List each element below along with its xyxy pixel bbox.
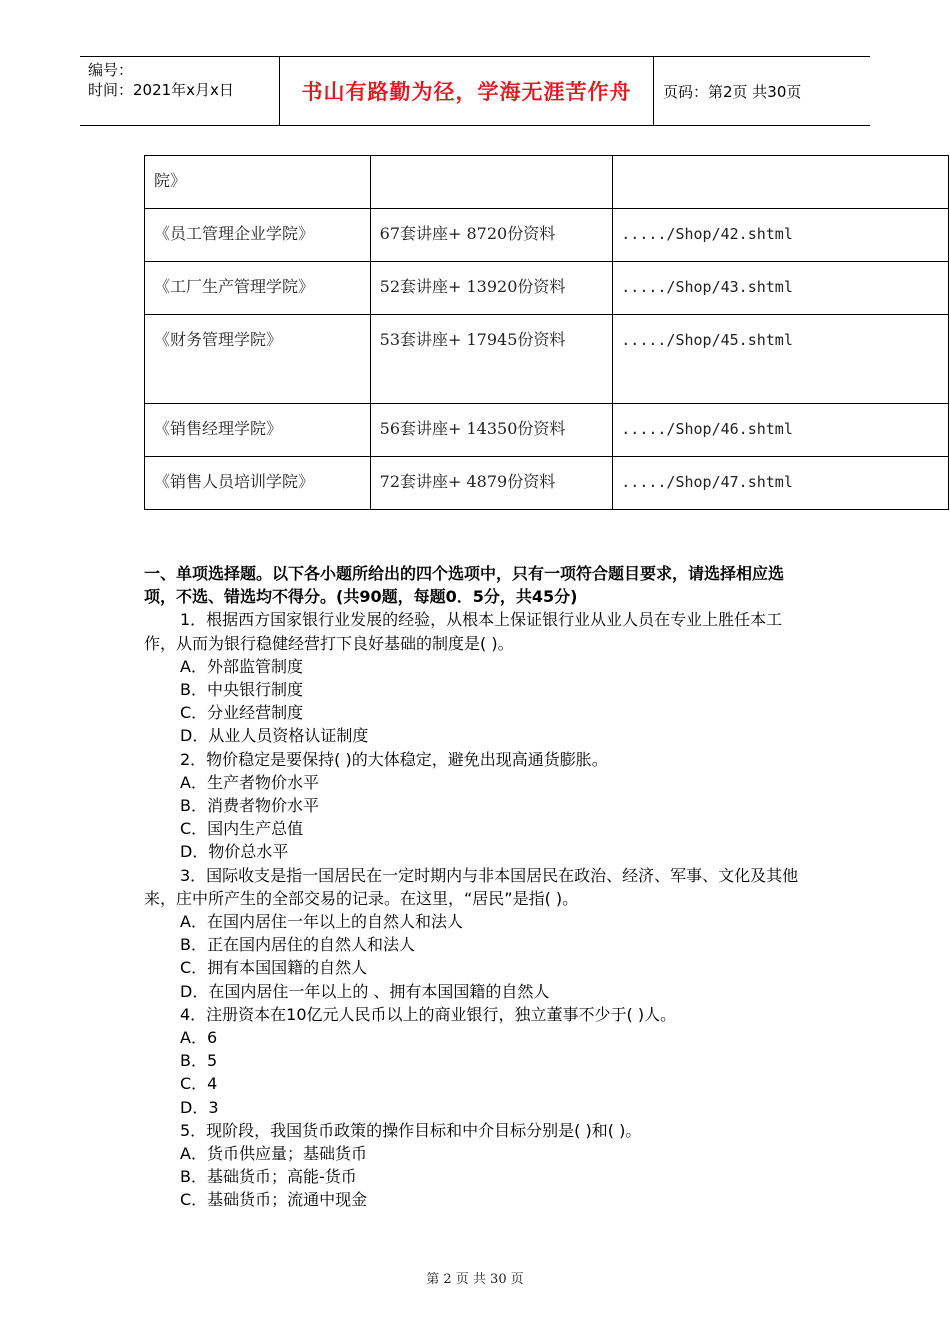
question-stem: 1．根据西方国家银行业发展的经验，从根本上保证银行业从业人员在专业上胜任本工作，从而为银行稳健经营打下良好基础的制度是( )。 (144, 610, 783, 653)
question-option: C．4 (180, 1074, 218, 1094)
question-option: B．基础货币；高能-货币 (180, 1167, 357, 1187)
table-cell-content: 67套讲座+ 8720份资料 (370, 209, 613, 262)
table-cell-link: ...../Shop/42.shtml (613, 209, 949, 262)
question-option: B．5 (180, 1051, 218, 1071)
question-stem: 3．国际收支是指一国居民在一定时期内与非本国居民在政治、经济、军事、文化及其他来，庄中所产生的全部交易的记录。在这里，“居民”是指( )。 (144, 865, 799, 908)
table-row (145, 457, 949, 510)
question-option: A．外部监管制度 (180, 656, 303, 676)
question-section (144, 562, 814, 1212)
question-option: A．货币供应量；基础货币 (180, 1144, 367, 1164)
table-cell-name: 《财务管理学院》 (145, 315, 371, 404)
question-stem: 5．现阶段，我国货币政策的操作目标和中介目标分别是( )和( )。 (180, 1120, 642, 1140)
table-cell-content: 72套讲座+ 4879份资料 (370, 457, 613, 510)
header-motto: 书山有路勤为径，学海无涯苦作舟 (280, 57, 654, 125)
table-cell-link: ...../Shop/43.shtml (613, 262, 949, 315)
table-cell-name: 《销售人员培训学院》 (145, 457, 371, 510)
question-option: D．在国内居住一年以上的 、拥有本国国籍的自然人 (180, 981, 550, 1001)
table-row (145, 262, 949, 315)
header-meta (80, 57, 280, 125)
table-row (145, 209, 949, 262)
table-cell-content (370, 156, 613, 209)
question-option: C．分业经营制度 (180, 703, 304, 723)
table-cell-link (613, 156, 949, 209)
question-option: A．生产者物价水平 (180, 772, 319, 792)
table-cell-name: 《员工管理企业学院》 (145, 209, 371, 262)
question-option: C．基础货币；流通中现金 (180, 1190, 368, 1210)
question-option: D．物价总水平 (180, 842, 289, 862)
question-option: D．从业人员资格认证制度 (180, 726, 369, 746)
table-cell-content: 52套讲座+ 13920份资料 (370, 262, 613, 315)
question-option: B．中央银行制度 (180, 680, 303, 700)
table-row (145, 404, 949, 457)
question-option: C．国内生产总值 (180, 819, 304, 839)
question-stem: 4．注册资本在10亿元人民币以上的商业银行，独立董事不少于( )人。 (180, 1004, 677, 1024)
question-option: B．消费者物价水平 (180, 796, 319, 816)
table-cell-name: 《工厂生产管理学院》 (145, 262, 371, 315)
table-cell-content: 56套讲座+ 14350份资料 (370, 404, 613, 457)
table-cell-link: ...../Shop/46.shtml (613, 404, 949, 457)
table-row (145, 156, 949, 209)
number-label: 编号： (88, 61, 134, 79)
question-stem: 2．物价稳定是要保持( )的大体稳定，避免出现高通货膨胀。 (180, 749, 608, 769)
header-page-label: 页码：第2页 共30页 (663, 82, 802, 101)
question-option: B．正在国内居住的自然人和法人 (180, 935, 415, 955)
page-footer: 第 2 页 共 30 页 (426, 1272, 524, 1287)
time-label: 时间：2021年x月x日 (88, 81, 234, 99)
resource-table (144, 155, 949, 510)
question-option: D．3 (180, 1097, 219, 1117)
question-option: C．拥有本国国籍的自然人 (180, 958, 368, 978)
question-option: A．在国内居住一年以上的自然人和法人 (180, 912, 463, 932)
table-cell-link: ...../Shop/45.shtml (613, 315, 949, 404)
table-cell-name: 《销售经理学院》 (145, 404, 371, 457)
table-cell-name: 院》 (145, 156, 371, 209)
table-cell-link: ...../Shop/47.shtml (613, 457, 949, 510)
section-title: 一、单项选择题。以下各小题所给出的四个选项中，只有一项符合题目要求，请选择相应选项，不选、错选均不得分。(共90题，每题0．5分，共45分) (144, 564, 785, 607)
table-row (145, 315, 949, 404)
table-cell-content: 53套讲座+ 17945份资料 (370, 315, 613, 404)
question-option: A．6 (180, 1028, 218, 1048)
page-header (80, 56, 870, 126)
